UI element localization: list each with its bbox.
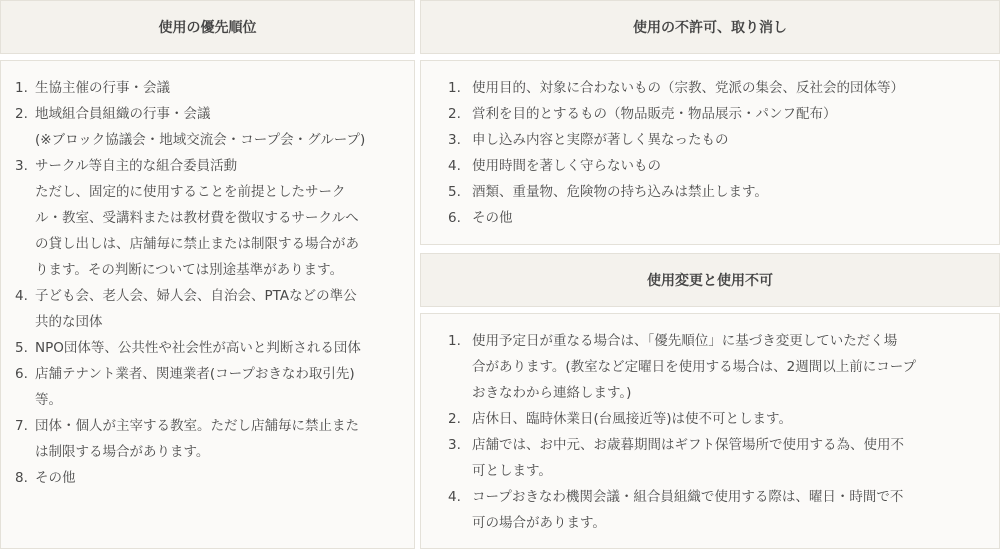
list-item-line: 生協主催の行事・会議	[35, 80, 170, 96]
list-number: 5.	[15, 340, 28, 356]
list-item-line: (※ブロック協議会・地域交流会・コープ会・グループ)	[35, 132, 366, 148]
list-number: 2.	[448, 411, 461, 427]
list-item	[15, 335, 414, 361]
list-item	[448, 153, 999, 179]
list-item-line: 可とします。	[472, 463, 552, 479]
list-item-line: ただし、固定的に使用することを前提としたサーク	[35, 184, 346, 200]
change-header	[420, 253, 1000, 307]
list-number: 1.	[448, 333, 461, 349]
list-item-line: サークル等自主的な組合委員活動	[35, 158, 238, 174]
list-item-line: 営利を目的とするもの（物品販売・物品展示・パンフ配布）	[472, 106, 837, 122]
list-item	[15, 465, 414, 491]
priority-panel	[0, 60, 415, 549]
list-number: 3.	[448, 132, 461, 148]
list-item-line: ル・教室、受講料または教材費を徴収するサークルへ	[35, 210, 359, 226]
list-item-line: 使用目的、対象に合わないもの（宗教、党派の集会、反社会的団体等）	[472, 80, 904, 96]
list-item	[15, 153, 414, 283]
list-item-line: その他	[35, 470, 76, 486]
list-item-line: 酒類、重量物、危険物の持ち込みは禁止します。	[472, 184, 768, 200]
list-item-line: おきなわから連絡します。)	[472, 385, 632, 401]
list-number: 3.	[448, 437, 461, 453]
list-number: 6.	[448, 210, 461, 226]
list-item-line: 子ども会、老人会、婦人会、自治会、PTAなどの準公	[35, 288, 357, 304]
list-item-line: 地域組合員組織の行事・会議	[35, 106, 211, 122]
list-number: 6.	[15, 366, 28, 382]
list-item-line: 合があります。(教室など定曜日を使用する場合は、2週間以上前にコープ	[472, 359, 917, 375]
list-number: 2.	[15, 106, 28, 122]
list-item	[15, 361, 414, 413]
list-item-line: 可の場合があります。	[472, 515, 606, 531]
list-item	[15, 283, 414, 335]
priority-list	[15, 75, 414, 491]
list-item	[448, 101, 999, 127]
list-number: 8.	[15, 470, 28, 486]
change-panel	[420, 313, 1000, 549]
list-number: 3.	[15, 158, 28, 174]
list-item	[448, 406, 999, 432]
list-item-line: 店舗では、お中元、お歳暮期間はギフト保管場所で使用する為、使用不	[472, 437, 904, 453]
list-item	[448, 205, 999, 231]
list-number: 4.	[448, 158, 461, 174]
list-item-line: 申し込み内容と実際が著しく異なったもの	[472, 132, 729, 148]
list-number: 4.	[448, 489, 461, 505]
list-item-line: の貸し出しは、店舗毎に禁止または制限する場合があ	[35, 236, 359, 252]
list-item	[448, 328, 999, 406]
refusal-list	[448, 75, 999, 231]
list-item-line: 使用時間を著しく守らないもの	[472, 158, 661, 174]
refusal-panel	[420, 60, 1000, 245]
list-item-line: 店休日、臨時休業日(台風接近等)は使不可とします。	[472, 411, 792, 427]
change-list	[448, 328, 999, 536]
list-item	[448, 432, 999, 484]
list-item-line: その他	[472, 210, 513, 226]
list-number: 1.	[15, 80, 28, 96]
list-item	[448, 75, 999, 101]
list-item-line: 店舗テナント業者、関連業者(コープおきなわ取引先)	[35, 366, 355, 382]
priority-title: 使用の優先順位	[158, 20, 257, 36]
list-item-line: NPO団体等、公共性や社会性が高いと判断される団体	[35, 340, 361, 356]
refusal-header	[420, 0, 1000, 54]
change-title: 使用変更と使用不可	[647, 273, 773, 289]
list-item	[15, 101, 414, 153]
list-item	[448, 127, 999, 153]
priority-header	[0, 0, 415, 54]
list-item-line: コープおきなわ機関会議・組合員組織で使用する際は、曜日・時間で不	[472, 489, 904, 505]
list-item	[15, 75, 414, 101]
list-item-line: 団体・個人が主宰する教室。ただし店舗毎に禁止また	[35, 418, 359, 434]
list-item	[448, 179, 999, 205]
list-item-line: は制限する場合があります。	[35, 444, 210, 460]
list-item-line: 等。	[35, 392, 62, 408]
list-item	[448, 484, 999, 536]
list-item-line: 使用予定日が重なる場合は、「優先順位」に基づき変更していただく場	[472, 333, 898, 349]
list-item	[15, 413, 414, 465]
list-item-line: 共的な団体	[35, 314, 103, 330]
list-number: 2.	[448, 106, 461, 122]
list-number: 5.	[448, 184, 461, 200]
refusal-title: 使用の不許可、取り消し	[633, 20, 787, 36]
list-number: 1.	[448, 80, 461, 96]
list-item-line: ります。その判断については別途基準があります。	[35, 262, 344, 278]
list-number: 4.	[15, 288, 28, 304]
list-number: 7.	[15, 418, 28, 434]
